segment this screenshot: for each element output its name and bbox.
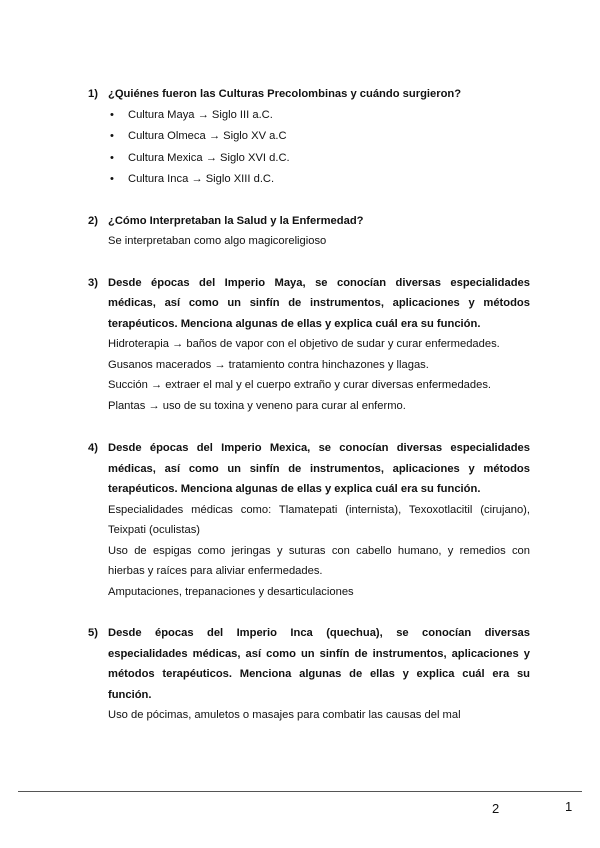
bullet-list <box>88 105 530 191</box>
page-number-secondary: 1 <box>565 799 573 814</box>
answer-text: Hidroterapia → baños de vapor con el objetivo de sudar y curar enfermedades. <box>108 338 500 350</box>
question-number: 4) <box>88 442 98 454</box>
list-item: • Cultura Mexica → Siglo XVI d.C. <box>110 148 530 170</box>
question-number: 3) <box>88 276 98 289</box>
question-2 <box>88 211 530 252</box>
list-item: • Cultura Inca → Siglo XIII d.C. <box>110 169 530 191</box>
footer-divider <box>18 791 582 792</box>
question-3 <box>88 273 530 417</box>
question-4 <box>88 438 530 602</box>
question-1 <box>88 84 530 105</box>
question-number: 5) <box>88 627 98 639</box>
question-5 <box>88 623 530 726</box>
answer-text: Gusanos macerados → tratamiento contra hinchazones y llagas. <box>108 358 429 371</box>
question-title: ¿Quiénes fueron las Culturas Precolombinas y cuándo surgieron? <box>108 88 462 100</box>
question-title: ¿Cómo Interpretaban la Salud y la Enfermedad? <box>108 214 364 227</box>
answer-text: Uso de espigas como jeringas y suturas con cabello humano, y remedios con hierbas y raíces para aliviar enfermedades. <box>108 544 530 577</box>
question-title: Desde épocas del Imperio Inca (quechua), se conocían diversas especialidades médicas, así como un sinfín de instrumentos, aplicaciones y métodos terapéuticos. Menciona algunas de ellas y explica cuál era su función. <box>108 627 530 701</box>
list-item: • Cultura Maya → Siglo III a.C. <box>110 105 530 127</box>
answer-text: Plantas → uso de su toxina y veneno para curar al enfermo. <box>108 399 406 412</box>
answer-text: Amputaciones, trepanaciones y desarticulaciones <box>108 585 354 598</box>
question-number: 2) <box>88 214 98 227</box>
list-item: • Cultura Olmeca → Siglo XV a.C <box>110 126 530 148</box>
answer-text: Uso de pócimas, amuletos o masajes para combatir las causas del mal <box>108 709 461 721</box>
answer-text: Especialidades médicas como: Tlamatepati (internista), Texoxotlacitil (cirujano), Teixpati (oculistas) <box>108 503 530 536</box>
question-number: 1) <box>88 88 98 100</box>
question-title: Desde épocas del Imperio Maya, se conocían diversas especialidades médicas, así como un sinfín de instrumentos, aplicaciones y métodos terapéuticos. Menciona algunas de ellas y explica cuál era su función. <box>108 276 530 330</box>
document-body <box>88 84 530 726</box>
answer-text: Se interpretaban como algo magicoreligioso <box>108 235 327 247</box>
answer-text: Succión → extraer el mal y el cuerpo extraño y curar diversas enfermedades. <box>108 379 492 391</box>
question-title: Desde épocas del Imperio Mexica, se conocían diversas especialidades médicas, así como un sinfín de instrumentos, aplicaciones y métodos terapéuticos. Menciona algunas de ellas y explica cuál era su función. <box>108 442 530 495</box>
page-number: 2 <box>492 801 500 816</box>
